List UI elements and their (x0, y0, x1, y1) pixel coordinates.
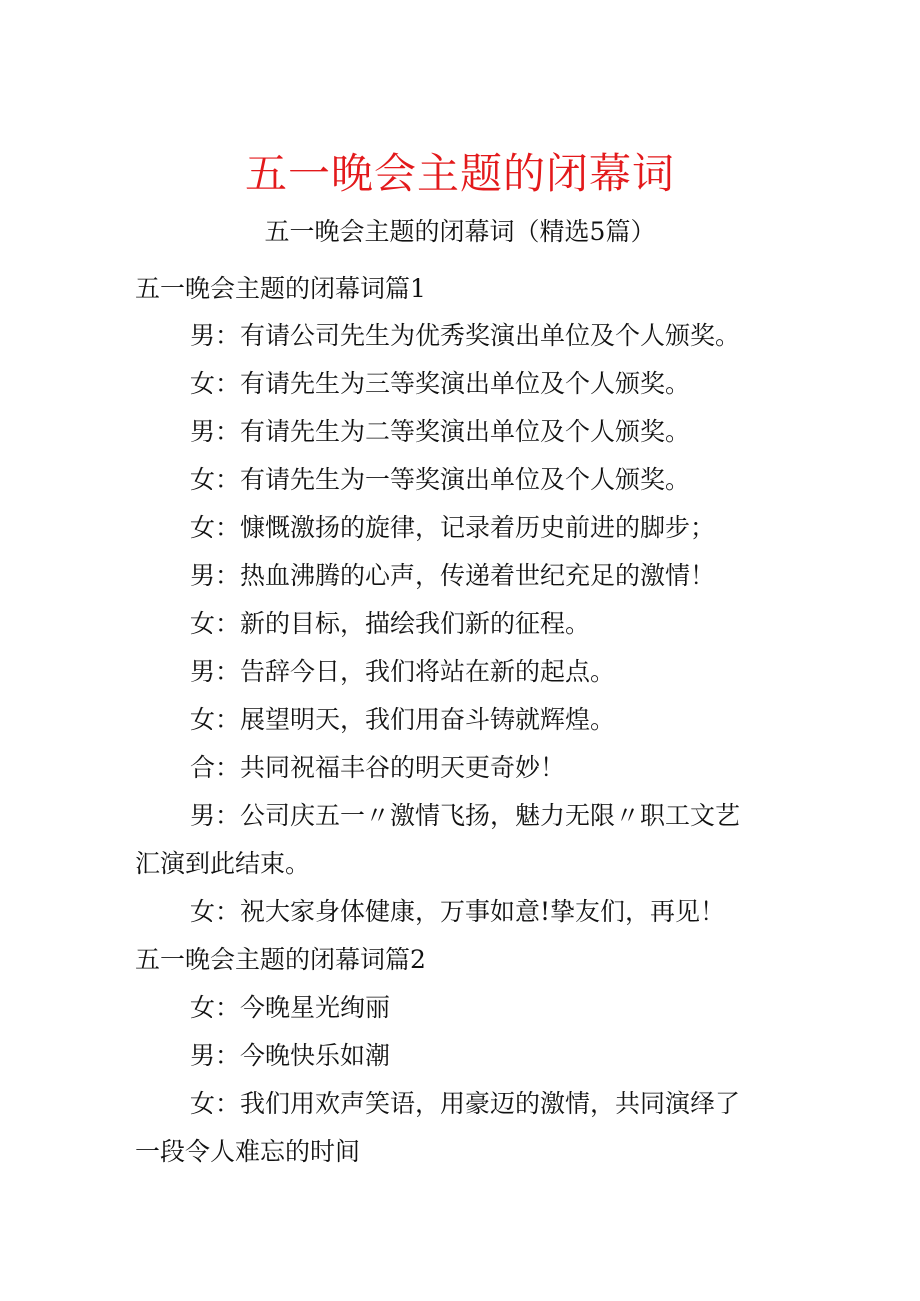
paragraph-line: 女：展望明天，我们用奋斗铸就辉煌。 (190, 705, 616, 734)
paragraph-line: 女：慷慨激扬的旋律，记录着历史前进的脚步； (190, 513, 716, 542)
paragraph-line: 男：今晚快乐如潮 (190, 1041, 391, 1070)
paragraph-line: 女：今晚星光绚丽 (190, 993, 391, 1022)
paragraph-line: 合：共同祝福丰谷的明天更奇妙！ (190, 753, 566, 782)
paragraph-line: 男：告辞今日，我们将站在新的起点。 (190, 657, 616, 686)
document-title: 五一晚会主题的闭幕词 (244, 149, 675, 198)
paragraph-line: 女：祝大家身体健康，万事如意!挚友们，再见！ (190, 897, 726, 926)
paragraph-line-continuation: 汇演到此结束。 (135, 849, 311, 878)
paragraph-line-continuation: 一段令人难忘的时间 (135, 1137, 361, 1166)
section-heading-2: 五一晚会主题的闭幕词篇2 (135, 945, 426, 974)
paragraph-line: 男：公司庆五一〃激情飞扬，魅力无限〃职工文艺 (190, 801, 741, 830)
section-heading-1: 五一晚会主题的闭幕词篇1 (135, 274, 426, 303)
paragraph-line: 女：我们用欢声笑语，用豪迈的激情，共同演绎了 (190, 1089, 741, 1118)
paragraph-line: 女：有请先生为一等奖演出单位及个人颁奖。 (190, 465, 691, 494)
paragraph-line: 女：有请先生为三等奖演出单位及个人颁奖。 (190, 369, 691, 398)
paragraph-line: 男：有请公司先生为优秀奖演出单位及个人颁奖。 (190, 321, 741, 350)
paragraph-line: 男：热血沸腾的心声，传递着世纪充足的激情！ (190, 561, 716, 590)
paragraph-line: 女：新的目标，描绘我们新的征程。 (190, 609, 591, 638)
paragraph-line: 男：有请先生为二等奖演出单位及个人颁奖。 (190, 417, 691, 446)
document-subtitle: 五一晚会主题的闭幕词（精选5篇） (264, 217, 656, 246)
